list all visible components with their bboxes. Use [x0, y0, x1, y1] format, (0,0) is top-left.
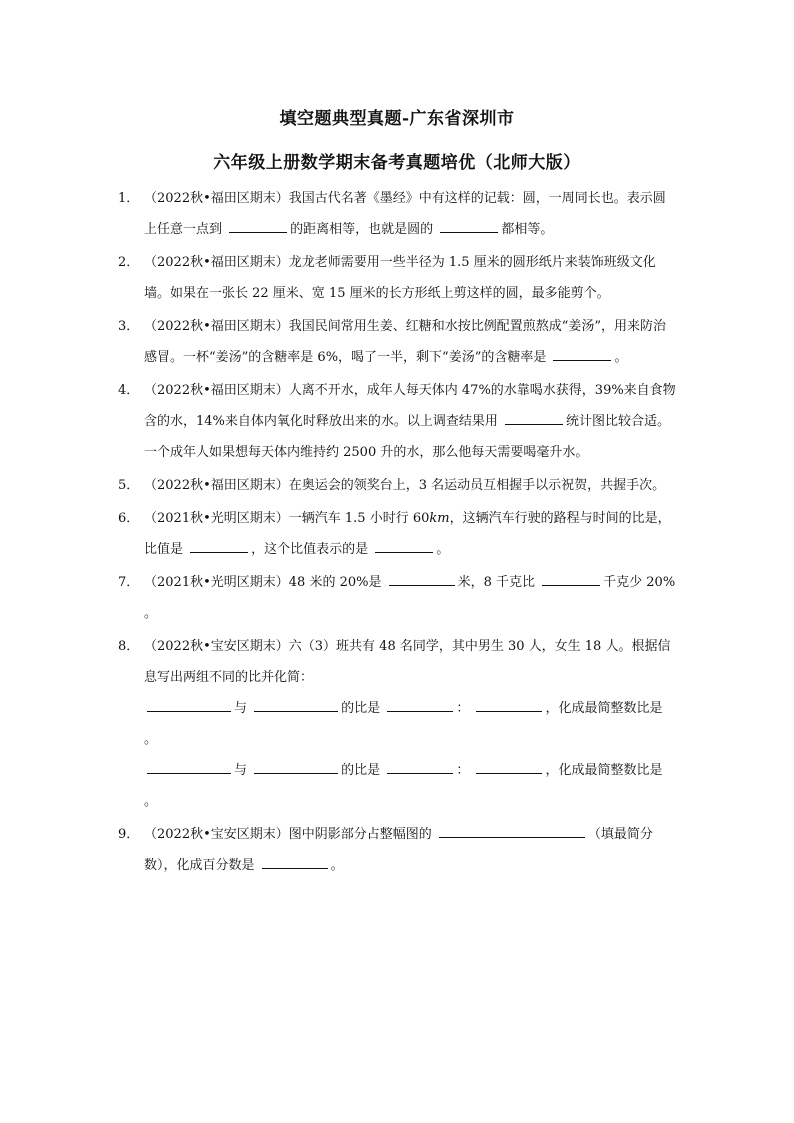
answer-blank[interactable] [262, 867, 328, 869]
question-text: 与 [234, 701, 248, 716]
question-text: 一辆汽车 1.5 小时行 60 [288, 511, 430, 526]
question-3 [116, 311, 676, 373]
question-text: 48 米的 20%是 [288, 575, 382, 590]
question-text: 个。 [583, 286, 610, 301]
question-text: 千克少 20% [603, 575, 676, 590]
question-number: 3． [118, 319, 140, 334]
question-text: 的比是 [341, 701, 381, 716]
question-text: ，化成最简整数比是 [545, 763, 663, 778]
question-text: ： [456, 701, 470, 716]
question-text: 我国民间常用生姜、红糖和水按比例配置煎熬成“姜汤”，用来防治感冒。一杯“姜汤”的含糖率是 6%，喝了一半，剩下“姜汤”的含糖率是 [144, 319, 667, 365]
question-number: 4． [118, 383, 140, 398]
answer-blank[interactable] [147, 710, 231, 712]
question-source: （2022秋•福田区期末） [144, 383, 289, 398]
question-text: ，这个比值表示的是 [251, 542, 369, 557]
unit-km: km [429, 511, 450, 526]
answer-blank[interactable] [542, 584, 600, 586]
ratio-line-1 [144, 693, 676, 724]
answer-blank[interactable] [147, 772, 231, 774]
question-text: 的距离相等，也就是圆的 [290, 222, 434, 237]
question-source: （2021秋•光明区期末） [144, 575, 289, 590]
question-list [116, 183, 676, 883]
answer-blank[interactable] [254, 710, 338, 712]
answer-blank[interactable] [375, 551, 433, 553]
question-source: （2021秋•光明区期末） [144, 511, 289, 526]
answer-blank[interactable] [190, 551, 248, 553]
question-text: 图中阴影部分占整幅图的 [288, 827, 432, 842]
question-text: ，化成百分数是 [163, 858, 255, 873]
question-source: （2022秋•福田区期末） [144, 255, 289, 270]
answer-blank[interactable] [387, 710, 453, 712]
question-text: 都相等。 [501, 222, 554, 237]
question-text: 与 [234, 763, 248, 778]
question-source: （2022秋•宝安区期末） [144, 827, 289, 842]
question-text: 毫升水。 [536, 445, 589, 460]
question-number: 5． [118, 478, 140, 493]
question-7 [116, 567, 676, 629]
question-text: ，比值是 [144, 511, 671, 557]
question-text: 人离不开水，成年人每天体内 47%的水靠喝水获得，39%来自食物含的水，14%来自体内氧化时释放出来的水。以上调查结果用 [144, 383, 676, 429]
question-number: 2． [118, 255, 140, 270]
question-source: （2022秋•福田区期末） [144, 319, 289, 334]
answer-blank[interactable] [476, 710, 542, 712]
question-number: 7． [118, 575, 140, 590]
question-text: 统计图比较合适。一个成年人如果想每天体内维持约 2500 升的水，那么他每天需要喝 [144, 414, 671, 460]
question-source: （2022秋•宝安区期末） [144, 639, 289, 654]
question-1 [116, 183, 676, 245]
question-text: 。 [144, 732, 158, 747]
answer-blank[interactable] [254, 772, 338, 774]
question-text: 。 [614, 350, 628, 365]
question-number: 9． [118, 827, 140, 842]
question-text: 。 [144, 606, 158, 621]
question-text: 的比是 [341, 763, 381, 778]
answer-blank[interactable] [505, 423, 563, 425]
question-text: ，这辆汽车行驶的路程与时间的比是 [449, 511, 658, 526]
question-text: 次。 [639, 478, 666, 493]
question-text: 龙龙老师需要用一些半径为 1.5 厘米的圆形纸片来装饰班级文化墙。如果在一张长 22 厘米、宽 15 厘米的长方形纸上剪这样的圆，最多能剪 [144, 255, 656, 301]
question-text: （填最简分数） [144, 827, 653, 873]
page-subtitle: 六年级上册数学期末备考真题培优（北师大版） [213, 153, 581, 173]
question-text: 。 [330, 858, 344, 873]
answer-blank[interactable] [439, 836, 585, 838]
question-text: ： [456, 763, 470, 778]
answer-blank[interactable] [229, 231, 287, 233]
answer-blank[interactable] [553, 359, 611, 361]
question-number: 6． [118, 511, 140, 526]
question-number: 8． [118, 639, 140, 654]
question-text: 六（3）班共有 48 名同学，其中男生 30 人，女生 18 人。根据信息写出两组不同的比并化简： [144, 639, 671, 685]
question-text: ，化成最简整数比是 [545, 701, 663, 716]
question-source: （2022秋•福田区期末） [144, 191, 289, 206]
question-6 [116, 503, 676, 565]
question-5 [116, 470, 676, 501]
question-source: （2022秋•福田区期末） [144, 478, 289, 493]
question-4 [116, 375, 676, 468]
question-text: 。 [144, 794, 158, 809]
question-9 [116, 819, 676, 881]
question-text: 我国古代名著《墨经》中有这样的记载：圆，一周同长也。表示圆上任意一点到 [144, 191, 666, 237]
answer-blank[interactable] [440, 231, 498, 233]
question-text: 。 [436, 542, 450, 557]
question-text: 米，8 千克比 [457, 575, 536, 590]
question-8 [116, 631, 676, 817]
answer-blank[interactable] [389, 584, 455, 586]
answer-blank[interactable] [387, 772, 453, 774]
answer-blank[interactable] [476, 772, 542, 774]
question-number: 1． [118, 191, 140, 206]
question-2 [116, 247, 676, 309]
ratio-line-2 [144, 755, 676, 786]
question-text: 在奥运会的领奖台上，3 名运动员互相握手以示祝贺，共握手 [288, 478, 640, 493]
page-title: 填空题典型真题-广东省深圳市 [279, 109, 515, 129]
